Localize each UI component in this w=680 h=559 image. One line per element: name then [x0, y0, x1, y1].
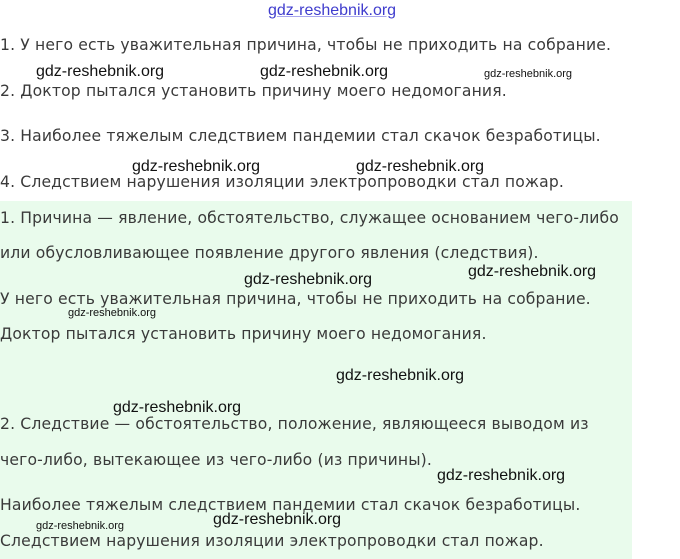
example-sentence-1: 1. У него есть уважительная причина, чтобы не приходить на собрание.	[0, 36, 612, 54]
watermark: gdz-reshebnik.org	[336, 367, 465, 384]
watermark: gdz-reshebnik.org	[68, 307, 157, 319]
watermark: gdz-reshebnik.org	[484, 68, 573, 80]
cause-definition-line-1: 1. Причина — явление, обстоятельство, служащее основанием чего-либо	[0, 209, 619, 227]
example-sentence-3: 3. Наиболее тяжелым следствием пандемии стал скачок безработицы.	[0, 127, 601, 145]
effect-definition-line-2: чего-либо, вытекающее из чего-либо (из причины).	[0, 451, 433, 469]
cause-example-2: Доктор пытался установить причину моего недомогания.	[0, 325, 487, 343]
example-sentence-2: 2. Доктор пытался установить причину моего недомогания.	[0, 82, 507, 100]
cause-example-1: У него есть уважительная причина, чтобы не приходить на собрание.	[0, 290, 591, 308]
watermark: gdz-reshebnik.org	[132, 158, 261, 175]
example-sentence-4: 4. Следствием нарушения изоляции электропроводки стал пожар.	[0, 173, 564, 191]
watermark: gdz-reshebnik.org	[356, 158, 485, 175]
watermark: gdz-reshebnik.org	[113, 399, 242, 416]
cause-definition-line-2: или обусловливающее появление другого явления (следствия).	[0, 244, 539, 262]
watermark: gdz-reshebnik.org	[213, 511, 342, 528]
effect-definition-line-1: 2. Следствие — обстоятельство, положение, являющееся выводом из	[0, 415, 589, 433]
watermark: gdz-reshebnik.org	[437, 467, 566, 484]
watermark: gdz-reshebnik.org	[36, 520, 125, 532]
watermark: gdz-reshebnik.org	[260, 63, 389, 80]
top-watermark-link[interactable]: gdz-reshebnik.org	[268, 2, 397, 19]
effect-example-1: Наиболее тяжелым следствием пандемии стал скачок безработицы.	[0, 496, 581, 514]
watermark: gdz-reshebnik.org	[244, 271, 373, 288]
watermark: gdz-reshebnik.org	[36, 63, 165, 80]
watermark: gdz-reshebnik.org	[468, 263, 597, 280]
effect-example-2: Следствием нарушения изоляции электропроводки стал пожар.	[0, 532, 544, 550]
